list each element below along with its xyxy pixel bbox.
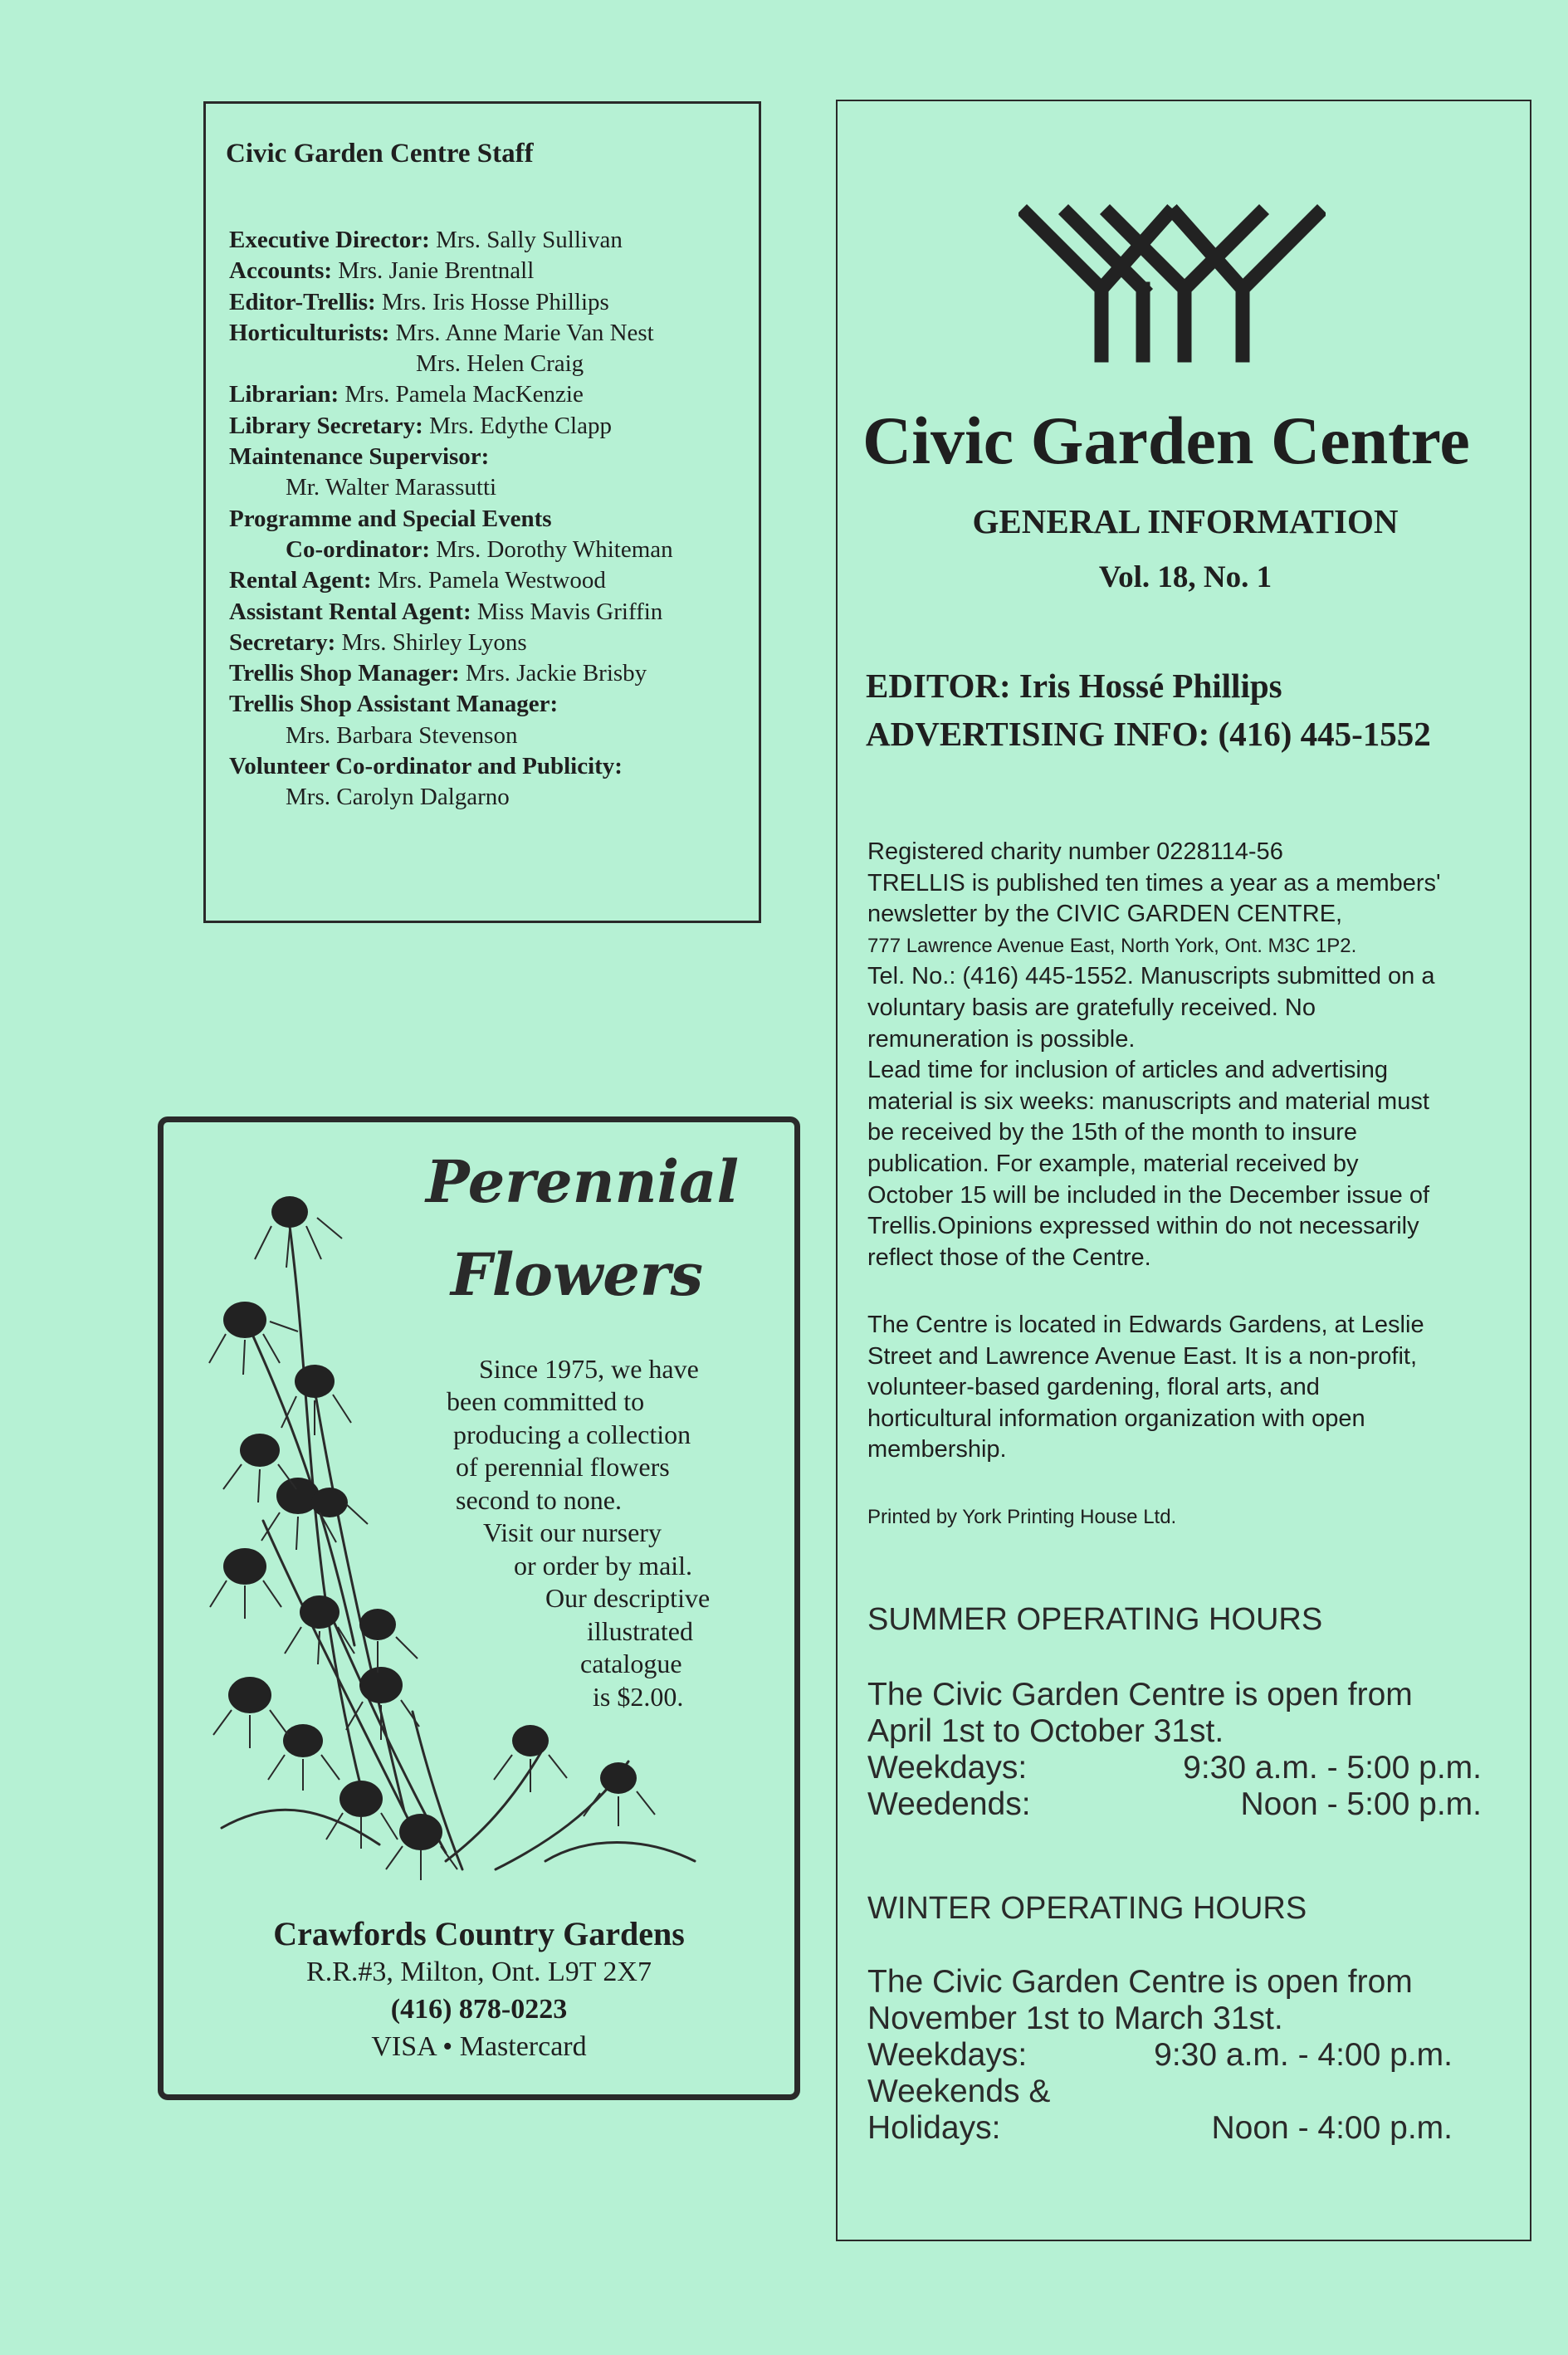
staff-row (229, 535, 760, 565)
ad-blurb-line: Since 1975, we have (479, 1354, 699, 1384)
winter-hours (867, 1964, 1453, 2147)
info-line: horticultural information organization with open (867, 1405, 1365, 1432)
winter-hours-row (867, 2110, 1453, 2147)
staff-box (203, 101, 761, 923)
staff-person: Mrs. Pamela MacKenzie (339, 381, 584, 408)
staff-role: Co-ordinator: (286, 535, 430, 563)
ad-blurb-line: Visit our nursery (483, 1517, 662, 1547)
location-info (867, 1310, 1424, 1466)
info-line: voluntary basis are gratefully received. No (867, 994, 1316, 1021)
staff-role: Executive Director: (229, 227, 430, 253)
info-line: Lead time for inclusion of articles and advertising (867, 1057, 1389, 1084)
staff-row (229, 287, 760, 318)
staff-person: Mrs. Shirley Lyons (335, 628, 527, 656)
info-line: be received by the 15th of the month to insure (867, 1119, 1358, 1146)
hours-day: Weekdays: (867, 1750, 1028, 1786)
staff-role: Volunteer Co-ordinator and Publicity: (229, 753, 623, 780)
staff-person: Mrs. Iris Hosse Phillips (375, 288, 609, 315)
printer-credit: Printed by York Printing House Ltd. (867, 1506, 1177, 1528)
staff-role: Programme and Special Events (229, 505, 552, 532)
ad-headline-line-1: Perennial (426, 1147, 740, 1216)
info-line: publication. For example, material received by (867, 1150, 1359, 1177)
summer-intro: The Civic Garden Centre is open from (867, 1677, 1413, 1713)
staff-person: Mrs. Barbara Stevenson (286, 721, 518, 749)
ad-phone: (416) 878-0223 (390, 1994, 568, 2025)
ad-address: R.R.#3, Milton, Ont. L9T 2X7 (306, 1957, 652, 1987)
ad-company-name: Crawfords Country Gardens (273, 1915, 685, 1952)
staff-role: Rental Agent: (229, 567, 372, 594)
info-line: remuneration is possible. (867, 1025, 1136, 1053)
staff-row (229, 721, 760, 751)
winter-intro: November 1st to March 31st. (867, 2001, 1283, 2036)
winter-hours-row (867, 2037, 1453, 2074)
staff-row (229, 504, 760, 535)
staff-person: Mrs. Jackie Brisby (459, 660, 647, 687)
staff-person: Miss Mavis Griffin (471, 598, 663, 625)
staff-person: Mrs. Dorothy Whiteman (429, 535, 673, 563)
volume-number: Vol. 18, No. 1 (1098, 560, 1272, 594)
ad-headline-line-2: Flowers (451, 1240, 704, 1309)
info-line: 777 Lawrence Avenue East, North York, Ont. M3C 1P2. (867, 934, 1357, 957)
info-line: October 15 will be included in the December issue of (867, 1181, 1430, 1209)
general-information-heading: GENERAL INFORMATION (972, 502, 1399, 540)
staff-role: Librarian: (229, 381, 339, 408)
staff-role: Secretary: (229, 628, 336, 656)
staff-row (229, 472, 760, 503)
info-line: TRELLIS is published ten times a year as a members' (867, 869, 1441, 897)
ad-blurb-line: catalogue (580, 1649, 682, 1678)
staff-row (229, 782, 760, 813)
info-line: newsletter by the CIVIC GARDEN CENTRE, (867, 901, 1343, 928)
publication-info (867, 837, 1441, 1273)
staff-person: Mrs. Carolyn Dalgarno (286, 784, 510, 811)
ad-blurb-line: second to none. (456, 1485, 622, 1515)
summer-hours-row (867, 1750, 1482, 1786)
staff-row (229, 658, 760, 689)
hours-time: Noon - 5:00 p.m. (1240, 1786, 1482, 1822)
staff-person: Mrs. Pamela Westwood (371, 567, 606, 594)
hours-day: Weekends & (867, 2074, 1051, 2109)
staff-role: Trellis Shop Assistant Manager: (229, 691, 559, 718)
info-line: volunteer-based gardening, floral arts, and (867, 1374, 1320, 1401)
summer-hours (867, 1677, 1482, 1823)
ad-blurb-line: is $2.00. (593, 1682, 684, 1712)
perennial-flowers-ad (158, 1116, 800, 2100)
staff-list (229, 225, 760, 814)
staff-person: Mr. Walter Marassutti (286, 474, 497, 501)
info-line: The Centre is located in Edwards Gardens, at Leslie (867, 1312, 1424, 1338)
info-line: Registered charity number 0228114-56 (867, 838, 1283, 865)
staff-row (229, 318, 760, 349)
ad-footer (164, 1915, 794, 2065)
hours-time: 9:30 a.m. - 5:00 p.m. (1183, 1750, 1482, 1786)
org-name: Civic Garden Centre (862, 403, 1470, 478)
ad-blurb-line: been committed to (447, 1386, 645, 1416)
staff-role: Trellis Shop Manager: (229, 660, 460, 687)
info-line: membership. (867, 1436, 1007, 1463)
staff-row (229, 628, 760, 658)
hours-day: Weekdays: (867, 2037, 1028, 2073)
staff-role: Assistant Rental Agent: (229, 598, 471, 625)
hours-time: 9:30 a.m. - 4:00 p.m. (1154, 2037, 1453, 2073)
staff-role: Editor-Trellis: (229, 288, 376, 315)
staff-row (229, 565, 760, 596)
ad-blurb-line: or order by mail. (514, 1551, 693, 1581)
staff-role: Maintenance Supervisor: (229, 443, 490, 471)
winter-intro: The Civic Garden Centre is open from (867, 1964, 1413, 2000)
staff-role: Accounts: (229, 257, 333, 285)
info-line: Trellis.Opinions expressed within do not necessarily (867, 1213, 1419, 1240)
civic-garden-centre-logo-icon (1018, 198, 1326, 364)
staff-row (229, 349, 760, 379)
staff-row (229, 442, 760, 472)
staff-title: Civic Garden Centre Staff (226, 139, 534, 169)
staff-person: Mrs. Sally Sullivan (429, 227, 623, 253)
staff-row (229, 689, 760, 720)
staff-row (229, 379, 760, 410)
ad-payment: VISA • Mastercard (371, 2031, 587, 2062)
staff-person: Mrs. Edythe Clapp (423, 412, 612, 439)
ad-blurb-line: producing a collection (453, 1419, 691, 1449)
hours-time: Noon - 4:00 p.m. (1211, 2110, 1453, 2146)
winter-hours-heading: WINTER OPERATING HOURS (867, 1891, 1307, 1926)
ad-blurb-line: Our descriptive (545, 1583, 711, 1613)
staff-row (229, 411, 760, 442)
general-info-box (836, 100, 1531, 2241)
staff-role: Library Secretary: (229, 412, 423, 439)
staff-row (229, 597, 760, 628)
info-line: material is six weeks: manuscripts and material must (867, 1087, 1429, 1115)
hours-day: Holidays: (867, 2110, 1001, 2146)
summer-hours-row (867, 1786, 1482, 1823)
hours-day: Weedends: (867, 1786, 1031, 1822)
info-line: Tel. No.: (416) 445-1552. Manuscripts submitted on a (867, 963, 1435, 990)
ad-blurb-line: illustrated (587, 1616, 693, 1646)
staff-row (229, 256, 760, 286)
staff-person: Mrs. Janie Brentnall (332, 257, 535, 285)
staff-row (229, 751, 760, 782)
staff-role: Horticulturists: (229, 319, 390, 346)
summer-intro: April 1st to October 31st. (867, 1713, 1224, 1749)
info-line: Street and Lawrence Avenue East. It is a non-profit, (867, 1342, 1418, 1370)
staff-row (229, 225, 760, 256)
staff-person: Mrs. Helen Craig (416, 350, 584, 378)
summer-hours-heading: SUMMER OPERATING HOURS (867, 1602, 1323, 1637)
staff-person: Mrs. Anne Marie Van Nest (389, 319, 654, 346)
info-line: reflect those of the Centre. (867, 1243, 1151, 1271)
ad-blurb-line: of perennial flowers (456, 1452, 670, 1482)
advertising-line: ADVERTISING INFO: (416) 445-1552 (866, 715, 1431, 753)
editor-line: EDITOR: Iris Hossé Phillips (866, 667, 1282, 705)
